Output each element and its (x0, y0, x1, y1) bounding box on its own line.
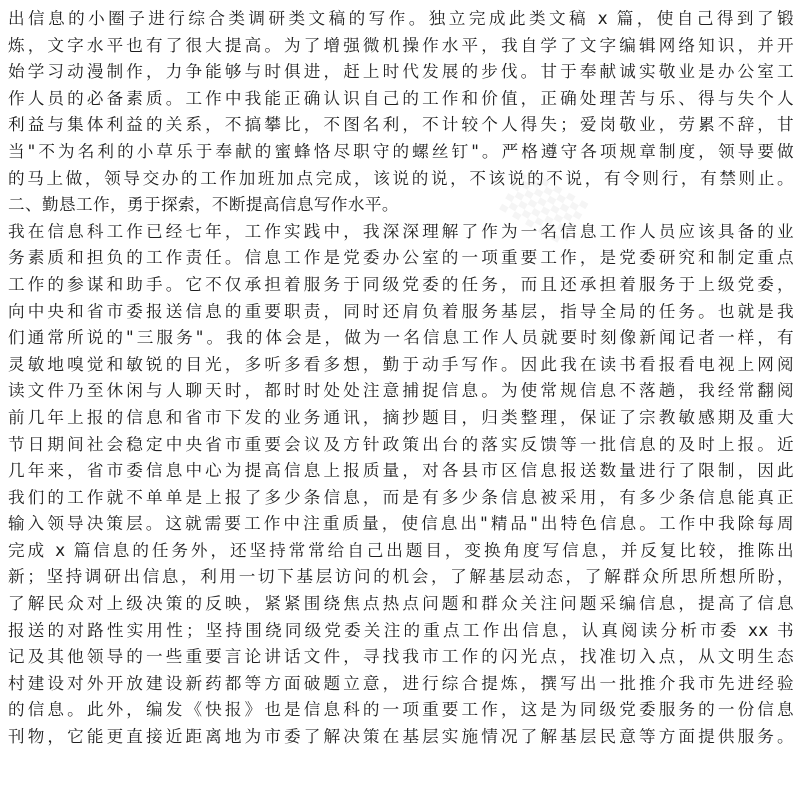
text-line: 炼，文字水平也有了很大提高。为了增强微机操作水平，我自学了文字编辑网络知识，并开 (8, 35, 794, 55)
text-line: 了解民众对上级决策的反映，紧紧围绕焦点热点问题和群众关注问题采编信息，提高了信息 (8, 594, 794, 614)
text-line: 的马上做，领导交办的工作加班加点完成，该说的说，不该说的不说，有令则行，有禁则止。 (8, 168, 794, 188)
text-line: 前几年上报的信息和省市下发的业务通讯，摘抄题目，归类整理，保证了宗教敏感期及重大 (8, 407, 794, 427)
text-line: 节日期间社会稳定中央省市重要会议及方针政策出台的落实反馈等一批信息的及时上报。近 (8, 434, 794, 454)
text-line: 新；坚持调研出信息，利用一切下基层访问的机会，了解基层动态，了解群众所思所想所盼， (8, 567, 794, 587)
text-line: 利益与集体利益的关系，不搞攀比，不图名利，不计较个人得失；爱岗敬业，劳累不辞，甘 (8, 115, 794, 135)
text-line: 我们的工作就不单单是上报了多少条信息，而是有多少条信息被采用，有多少条信息能真正 (8, 487, 794, 507)
text-line: 当"不为名利的小草乐于奉献的蜜蜂恪尽职守的螺丝钉"。严格遵守各项规章制度，领导要做 (8, 141, 794, 161)
text-line: 灵敏地嗅觉和敏锐的目光，多听多看多想，勤于动手写作。因此我在读书看报看电视上网阅 (8, 354, 794, 374)
text-line: 输入领导决策层。这就需要工作中注重质量，使信息出"精品"出特色信息。工作中我除每周 (8, 514, 794, 534)
text-line: 村建设对外开放建设新药都等方面破题立意，进行综合提炼，撰写出一批推介我市先进经验 (8, 673, 794, 693)
text-line: 工作的参谋和助手。它不仅承担着服务于同级党委的任务，而且还承担着服务于上级党委， (8, 274, 794, 294)
text-line: 出信息的小圈子进行综合类调研类文稿的写作。独立完成此类文稿 x 篇，使自己得到了锻 (8, 9, 794, 28)
text-line: 始学习动漫制作，力争能够与时俱进，赶上时代发展的步伐。甘于奉献诚实敬业是办公室工 (8, 62, 794, 82)
text-line: 几年来，省市委信息中心为提高信息上报质量，对各县市区信息报送数量进行了限制，因此 (8, 461, 794, 481)
section-heading: 二、勤恳工作，勇于探索，不断提高信息写作水平。 (8, 195, 399, 215)
text-line: 完成 x 篇信息的任务外，还坚持常常给自己出题目，变换角度写信息，并反复比较，推陈出 (8, 540, 794, 560)
text-line: 的信息。此外，编发《快报》也是信息科的一项重要工作，这是为同级党委服务的一份信息 (8, 700, 794, 720)
text-line: 刊物，它能更直接近距离地为市委了解决策在基层实施情况了解基层民意等方面提供服务。 (8, 727, 794, 747)
text-line: 们通常所说的"三服务"。我的体会是，做为一名信息工作人员就要时刻像新闻记者一样，有 (8, 328, 794, 348)
text-line: 报送的对路性实用性；坚持围绕同级党委关注的重点工作出信息，认真阅读分析市委 xx 书 (8, 620, 794, 640)
text-line: 记及其他领导的一些重要言论讲话文件，寻找我市工作的闪光点，找准切入点，从文明生态 (8, 647, 794, 667)
text-line: 向中央和省市委报送信息的重要职责，同时还肩负着服务基层，指导全局的任务。也就是我 (8, 301, 794, 321)
text-line: 作人员的必备素质。工作中我能正确认识自己的工作和价值，正确处理苦与乐、得与失个人 (8, 88, 794, 108)
text-line: 务素质和担负的工作责任。信息工作是党委办公室的一项重要工作，是党委研究和制定重点 (8, 248, 794, 268)
document-body (8, 6, 794, 751)
watermark-mark: ▒ (500, 167, 589, 247)
text-line: 我在信息科工作已经七年，工作实践中，我深深理解了作为一名信息工作人员应该具备的业 (8, 221, 794, 241)
text-line: 读文件乃至休闲与人聊天时，都时时处处注意捕捉信息。为使常规信息不落趟，我经常翻阅 (8, 381, 794, 401)
